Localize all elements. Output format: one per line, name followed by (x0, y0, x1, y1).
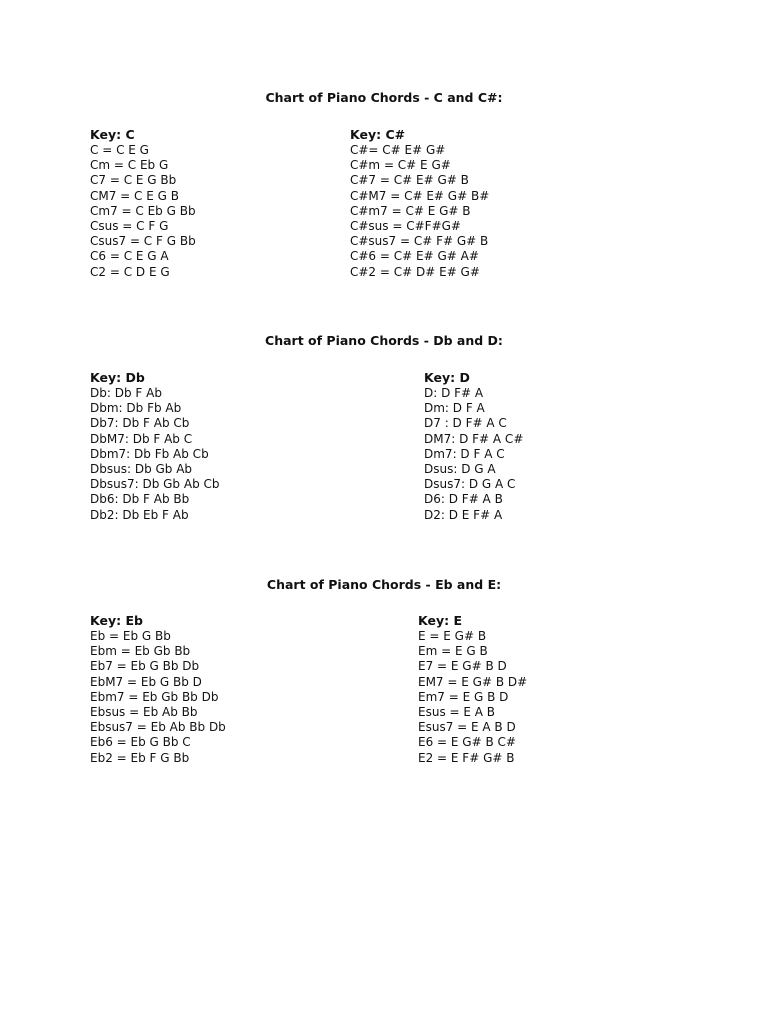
chord-line: C#m = C# E G# (350, 158, 451, 173)
chord-line: Db2: Db Eb F Ab (90, 507, 189, 522)
chord-line: Esus7 = E A B D (418, 720, 516, 735)
chord-line: C#sus7 = C# F# G# B (350, 234, 489, 249)
chord-line: D6: D F# A B (424, 492, 503, 507)
chord-line: D: D F# A (424, 386, 484, 400)
key-column-d (424, 370, 523, 523)
chord-line: Eb7 = Eb G Bb Db (90, 659, 200, 674)
chord-line: D7 : D F# A C (424, 416, 507, 431)
chord-line: C#sus = C#F#G# (350, 219, 461, 234)
chord-line: Csus = C F G (90, 219, 169, 234)
chord-line: Dbsus: Db Gb Ab (90, 462, 193, 477)
chord-line: DbM7: Db F Ab C (90, 431, 193, 446)
chord-line: EbM7 = Eb G Bb D (90, 674, 202, 689)
chord-line: EM7 = E G# B D# (418, 674, 528, 689)
chord-line: Eb = Eb G Bb (90, 629, 171, 643)
chord-line: Db6: Db F Ab Bb (90, 492, 190, 507)
section-title: Chart of Piano Chords - Eb and E: (266, 577, 502, 592)
chord-line: Em = E G B (418, 644, 488, 659)
chord-line: Cm7 = C Eb G Bb (90, 203, 196, 218)
key-heading: Key: C (90, 127, 135, 142)
chord-line: Dsus: D G A (424, 462, 496, 477)
chord-line: C#7 = C# E# G# B (350, 173, 469, 188)
chord-line: Eb6 = Eb G Bb C (90, 735, 191, 750)
key-column-d-flat (90, 370, 220, 523)
chord-line: C = C E G (90, 143, 149, 157)
chord-line: Dm: D F A (424, 401, 485, 416)
chord-line: C#M7 = C# E# G# B# (350, 188, 490, 203)
chord-line: Eb2 = Eb F G Bb (90, 750, 190, 765)
chord-line: D2: D E F# A (424, 507, 503, 522)
chord-line: Em7 = E G B D (418, 689, 509, 704)
section-title: Chart of Piano Chords - Db and D: (265, 333, 503, 348)
chord-line: Ebsus7 = Eb Ab Bb Db (90, 720, 226, 735)
chord-line: C#= C# E# G# (350, 143, 446, 157)
chord-line: C2 = C D E G (90, 264, 170, 279)
chord-line: C#m7 = C# E G# B (350, 203, 471, 218)
chord-line: Db: Db F Ab (90, 386, 162, 400)
chord-line: Dbsus7: Db Gb Ab Cb (90, 477, 220, 492)
chord-line: CM7 = C E G B (90, 188, 179, 203)
chord-line: Ebsus = Eb Ab Bb (90, 705, 198, 720)
key-heading: Key: Eb (90, 613, 143, 628)
key-heading: Key: Db (90, 370, 145, 385)
key-heading: Key: C# (350, 127, 406, 142)
chord-line: Dsus7: D G A C (424, 477, 516, 492)
chord-line: Db7: Db F Ab Cb (90, 416, 190, 431)
chord-line: Csus7 = C F G Bb (90, 234, 196, 249)
key-heading: Key: E (418, 613, 462, 628)
chord-line: DM7: D F# A C# (424, 431, 524, 446)
key-column-e-flat (90, 613, 226, 766)
chord-line: E6 = E G# B C# (418, 735, 516, 750)
chord-line: C7 = C E G Bb (90, 173, 177, 188)
chord-line: C#2 = C# D# E# G# (350, 264, 480, 279)
key-column-e (418, 613, 527, 766)
section-title: Chart of Piano Chords - C and C#: (265, 90, 503, 105)
chord-line: Ebm7 = Eb Gb Bb Db (90, 689, 219, 704)
key-heading: Key: D (424, 370, 470, 385)
chord-line: E7 = E G# B D (418, 659, 507, 674)
key-column-c (90, 127, 196, 280)
chord-line: Cm = C Eb G (90, 158, 169, 173)
chord-line: Dbm7: Db Fb Ab Cb (90, 446, 209, 461)
chord-line: Ebm = Eb Gb Bb (90, 644, 191, 659)
chord-line: E = E G# B (418, 629, 487, 643)
chord-line: Dbm: Db Fb Ab (90, 401, 182, 416)
key-column-c-sharp (350, 127, 489, 280)
chord-line: Dm7: D F A C (424, 446, 505, 461)
chord-line: E2 = E F# G# B (418, 750, 515, 765)
chord-line: C#6 = C# E# G# A# (350, 249, 479, 264)
chord-line: C6 = C E G A (90, 249, 169, 264)
chord-line: Esus = E A B (418, 705, 496, 720)
